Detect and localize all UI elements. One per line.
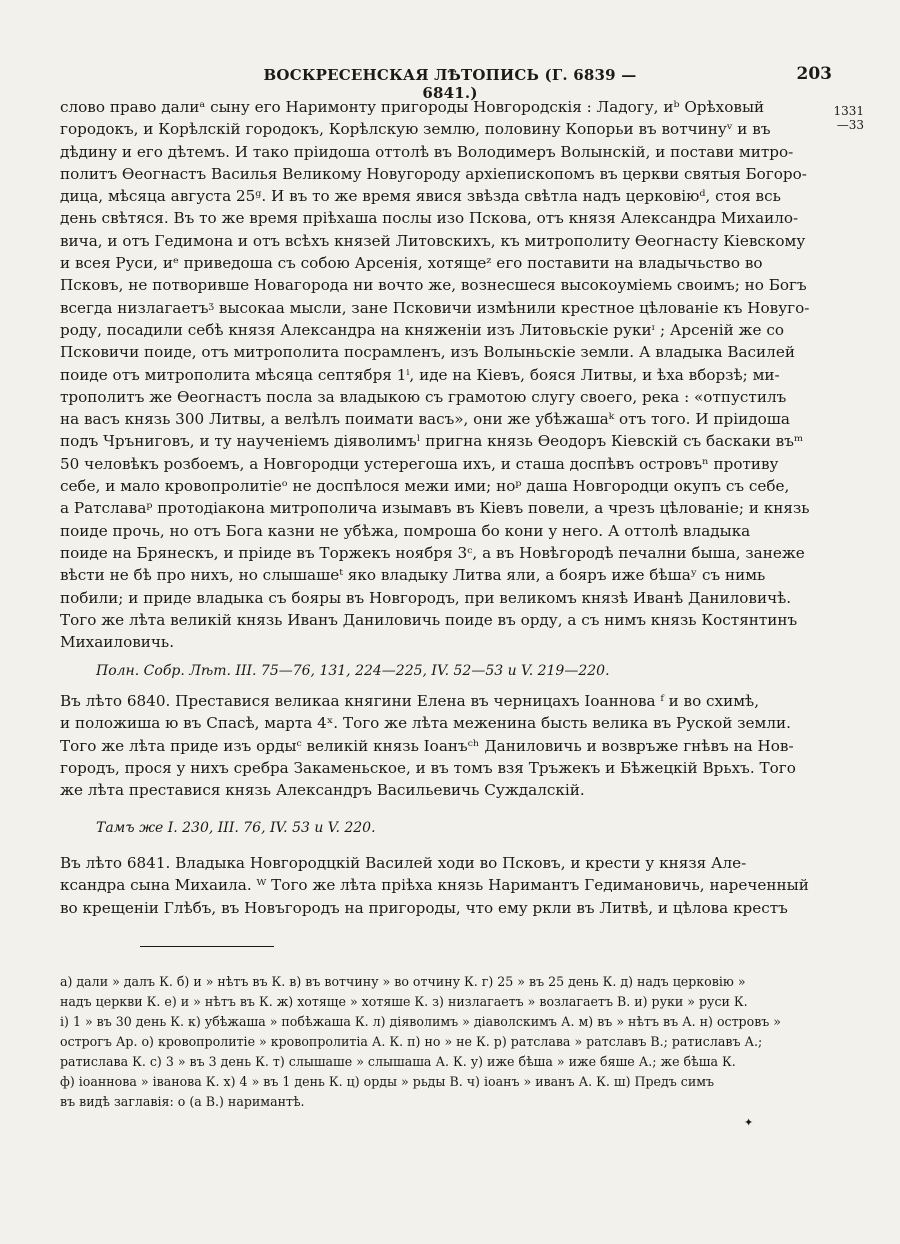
chronicle-entry-6841 bbox=[60, 852, 838, 919]
footnote-divider bbox=[140, 946, 274, 947]
end-mark: ✦ bbox=[744, 1116, 754, 1129]
text-line: городокъ, и Корѣлскій городокъ, Корѣлскую землю, половину Копорьи въ вотчинуᵛ и въ bbox=[60, 120, 771, 139]
text-line: Того же лѣта великій князь Иванъ Даниловичь поиде въ орду, а съ нимъ князь Костянтинъ bbox=[60, 610, 798, 629]
text-line: поиде отъ митрополита мѣсяца септября 1ⁱ, иде на Кіевъ, бояся Литвы, и ѣха вборзѣ; ми- bbox=[60, 365, 780, 384]
text-line: 50 человѣкъ розбоемъ, а Новгородци устерегоша ихъ, и сташа доспѣвъ островъⁿ противу bbox=[60, 454, 779, 473]
page-number: 203 bbox=[796, 64, 832, 84]
text-line: вича, и отъ Гедимона и отъ всѣхъ князей Литовскихъ, къ митрополиту Ѳеогнасту Кіевскому bbox=[60, 231, 806, 250]
text-line: дѣдину и его дѣтемъ. И тако пріидоша оттолѣ въ Володимеръ Волынскій, и постави митро- bbox=[60, 142, 794, 161]
footnote-line: а) дали » далъ К. б) и » нѣтъ въ К. в) въ вотчину » во отчину К. г) 25 » въ 25 день К. д) надъ церковію » bbox=[60, 974, 746, 989]
text-line: Псковъ, не потворивше Новагорода ни вочто же, вознесшеся высокоуміемь своимъ; но Богъ bbox=[60, 276, 807, 295]
text-line: себе, и мало кровопролитіеᵒ не доспѣлося межи ими; ноᵖ даша Новгородци окупъ съ себе, bbox=[60, 477, 790, 496]
text-line: побили; и приде владыка съ бояры въ Новгородъ, при великомъ князѣ Иванѣ Даниловичѣ. bbox=[60, 588, 792, 607]
footnote-line: острогъ Ар. о) кровопролитіе » кровопролитіа А. К. п) но » не К. р) ратслава » ратславъ В.; ратиславъ А.; bbox=[60, 1034, 763, 1049]
chronicle-entry-6839 bbox=[60, 96, 838, 653]
text-line: а Ратславаᵖ протодіакона митрополича изымавъ въ Кіевъ повели, а чрезъ цѣлованіе; и князь bbox=[60, 499, 810, 518]
text-line: поиде прочь, но отъ Бога казни не убѣжа, помроша бо кони у него. А оттолѣ владыка bbox=[60, 521, 751, 540]
footnote-line: ф) іоаннова » іванова К. х) 4 » въ 1 день К. ц) орды » рьды В. ч) іоанъ » иванъ А. К. ш) Предъ симъ bbox=[60, 1074, 715, 1089]
text-line: всегда низлагаетъᶾ высокаа мысли, зане Псковичи измѣнили крестное цѣлованіе къ Новуго- bbox=[60, 298, 810, 317]
running-title: ВОСКРЕСЕНСКАЯ ЛѢТОПИСЬ (Г. 6839 — 6841.) bbox=[263, 66, 637, 102]
text-line: дица, мѣсяца августа 25ᵍ. И въ то же время явися звѣзда свѣтла надъ церковіюᵈ, стоя всь bbox=[60, 187, 781, 206]
text-line: городъ, прося у нихъ сребра Закаменьское, и въ томъ взя Тръжекъ и Бѣжецкій Врьхъ. Того bbox=[60, 758, 796, 777]
footnote-line: надъ церкви К. е) и » нѣтъ въ К. ж) хотяще » хотяше К. з) низлагаетъ » возлагаетъ В. и) руки » руси К. bbox=[60, 994, 748, 1009]
footnote-line: въ видѣ заглавія: о (а В.) наримантѣ. bbox=[60, 1094, 305, 1109]
text-line: трополитъ же Ѳеогнастъ посла за владыкою съ грамотою слугу своего, река : «отпустилъ bbox=[60, 387, 787, 406]
text-line: же лѣта преставися князь Александръ Васильевичь Суждалскій. bbox=[60, 781, 585, 800]
text-line: Въ лѣто 6840. Преставися великаа княгини Елена въ черницахъ Іоаннова ᶠ и во схимѣ, bbox=[60, 692, 760, 710]
source-reference: Полн. Собр. Лѣт. III. 75—76, 131, 224—225, IV. 52—53 и V. 219—220. bbox=[96, 663, 610, 679]
footnotes bbox=[60, 972, 838, 1112]
text-line: политъ Ѳеогнастъ Василья Великому Новугороду архіепископомъ въ церкви святыя Богоро- bbox=[60, 164, 807, 183]
text-line: на васъ князь 300 Литвы, а велѣлъ поимати васъ», они же убѣжашаᵏ отъ того. И пріидоша bbox=[60, 410, 790, 429]
text-line: во крещеніи Глѣбъ, въ Новъгородъ на пригороды, что ему ркли въ Литвѣ, и цѣлова крестъ bbox=[60, 898, 788, 917]
text-line: Того же лѣта приде изъ ордыᶜ великій князь Іоанъᶜʰ Даниловичь и возвръже гнѣвъ на Нов- bbox=[60, 736, 794, 755]
chronicle-entry-6840 bbox=[60, 690, 838, 801]
text-line: слово право далиᵃ сыну его Наримонту пригороды Новгородскія : Ладогу, иᵇ Орѣховый bbox=[60, 98, 765, 116]
margin-year-note: 1331 bbox=[833, 104, 864, 118]
text-line: Михаиловичь. bbox=[60, 633, 175, 652]
text-line: роду, посадили себѣ князя Александра на княженіи изъ Литовьскіе рукиᶦ ; Арсеній же со bbox=[60, 320, 784, 339]
text-line: и положиша ю въ Спасѣ, марта 4ˣ. Того же лѣта меженина бысть велика въ Руской земли. bbox=[60, 714, 791, 733]
source-reference: Тамъ же I. 230, III. 76, IV. 53 и V. 220. bbox=[96, 820, 376, 836]
text-line: подъ Чръниговъ, и ту наученіемъ діяволимъˡ пригна князь Ѳеодоръ Кіевскій съ баскаки въᵐ bbox=[60, 432, 804, 451]
text-line: вѣсти не бѣ про нихъ, но слышашеᵗ яко владыку Литва яли, а бояръ иже бѣшаʸ съ нимь bbox=[60, 566, 766, 585]
text-line: день свѣтяся. Въ то же время пріѣхаша послы изо Пскова, отъ князя Александра Михаило- bbox=[60, 209, 799, 228]
text-line: Псковичи поиде, отъ митрополита посрамленъ, изъ Волыньскіе земли. А владыка Василей bbox=[60, 343, 795, 362]
text-line: Въ лѣто 6841. Владыка Новгородцкій Василей ходи во Псковъ, и крести у князя Але- bbox=[60, 854, 747, 872]
footnote-line: і) 1 » въ 30 день К. к) убѣжаша » побѣжаша К. л) діяволимъ » діаволскимъ А. м) въ » нѣтъ въ А. н) островъ » bbox=[60, 1014, 782, 1029]
footnote-line: ратислава К. с) 3 » въ 3 день К. т) слышаше » слышаша А. К. у) иже бѣша » иже бяше А.; же бѣша К. bbox=[60, 1054, 736, 1069]
text-line: поиде на Брянескъ, и пріиде въ Торжекъ ноября 3ᶜ, а въ Новѣгородѣ печални быша, занеже bbox=[60, 543, 805, 562]
text-line: ксандра сына Михаила. ᵂ Того же лѣта пріѣха князь Наримантъ Гедимановичь, нареченный bbox=[60, 876, 809, 895]
text-line: и всея Руси, иᵉ приведоша съ собою Арсенія, хотящеᶻ его поставити на владычьство во bbox=[60, 254, 763, 273]
margin-year-range-note: —33 bbox=[836, 118, 864, 132]
